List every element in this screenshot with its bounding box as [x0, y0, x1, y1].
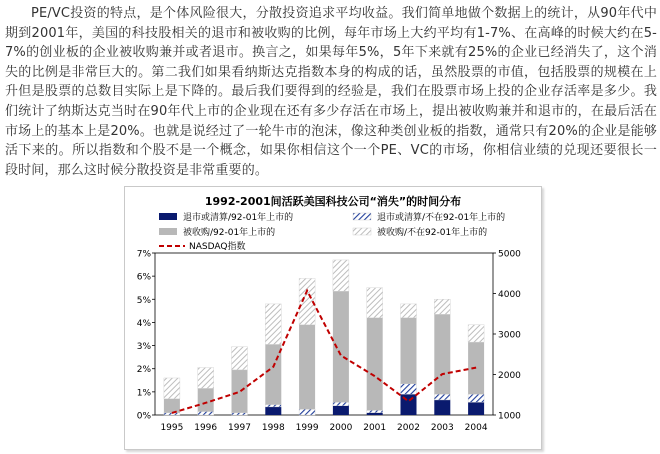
x-tick-label: 1998: [261, 423, 285, 433]
bar-segment: [198, 412, 214, 415]
bar-segment: [401, 318, 417, 384]
chart-svg: [125, 187, 541, 449]
legend-swatch: [159, 213, 177, 220]
y-left-tick-label: 6%: [136, 272, 151, 283]
bar-segment: [265, 344, 281, 404]
x-tick-label: 1999: [295, 423, 319, 433]
bar-segment: [367, 318, 383, 411]
bar-segment: [434, 314, 450, 394]
bar-segment: [468, 402, 484, 415]
article-text: [5, 4, 657, 180]
bar-segment: [164, 399, 180, 413]
x-tick-label: 1996: [194, 423, 218, 433]
bar-segment: [468, 394, 484, 402]
bar-segment: [164, 378, 180, 399]
legend-label: 退市或清算/92-01年上市的: [183, 213, 294, 223]
bar-segment: [299, 325, 315, 409]
y-left-tick-label: 0%: [136, 411, 151, 422]
x-tick-label: 2003: [430, 423, 454, 433]
bar-segment: [434, 400, 450, 415]
bar-segment: [333, 406, 349, 415]
chart-line: [172, 291, 476, 414]
chart-figure: [124, 186, 542, 450]
y-right-tick-label: 2000: [498, 371, 521, 381]
bar-segment: [401, 304, 417, 318]
y-right-tick-label: 5000: [498, 249, 521, 260]
bar-segment: [198, 368, 214, 389]
legend-label: 被收购/92-01年上市的: [183, 228, 276, 238]
bar-segment: [299, 409, 315, 415]
legend-swatch: [159, 228, 177, 235]
y-left-tick-label: 4%: [136, 318, 151, 329]
y-left-tick-label: 1%: [136, 388, 151, 399]
bar-segment: [265, 405, 281, 407]
y-right-tick-label: 4000: [498, 290, 521, 300]
bar-segment: [232, 413, 248, 415]
x-tick-label: 2000: [329, 423, 353, 433]
chart-axes: [137, 250, 521, 434]
legend-label: 退市或清算/不在92-01年上市的: [377, 213, 506, 223]
chart-title: 1992-2001间活跃美国科技公司“消失”的时间分布: [204, 195, 462, 208]
legend-label: 被收购/不在92-01年上市的: [377, 228, 488, 238]
bar-segment: [468, 325, 484, 342]
y-right-tick-label: 3000: [498, 330, 521, 341]
x-tick-label: 1997: [228, 423, 251, 433]
bar-segment: [367, 410, 383, 412]
bar-segment: [434, 299, 450, 314]
bar-segment: [232, 347, 248, 370]
chart-legend: [159, 211, 505, 252]
y-left-tick-label: 3%: [136, 342, 151, 353]
bar-segment: [401, 384, 417, 394]
y-left-tick-label: 2%: [136, 365, 151, 376]
y-right-tick-label: 1000: [498, 411, 521, 422]
bar-segment: [333, 402, 349, 405]
y-left-tick-label: 5%: [136, 295, 151, 306]
bar-segment: [265, 304, 281, 345]
article-paragraph: PE/VC投资的特点，是个体风险很大，分散投资追求平均收益。我们简单地做个数据上的统计，从90年代中期到2001年，美国的科技股相关的退市和被收购的比例，每年市场上大约平均有1-7%、在高峰的时候大约在5-7%的创业板的企业被收购兼并或者退市。换言之，如果每年5%，5年下来就有25%的企业已经消失了，这个消失的比例是非常巨大的。第二我们如果看纳斯达克指数本身的构成的话，虽然股票的市值，包括股票的规模在上升但是股票的总数目实际上是下降的。最后我们要得到的经验是，我们在股票市场上投的企业存活率是多少。我们统计了纳斯达克当时在90年代上市的企业现在还有多少存活在市场上，提出被收购兼并和退市的，在最后活在市场上的基本上是20%。也就是说经过了一轮牛市的泡沫，像这种类创业板的指数，通常只有20%的企业是能够活下来的。所以指数和个股不是一个概念，如果你相信这个一个PE、VC的市场，你相信业绩的兑现还要很长一段时间，那么这时候分散投资是非常重要的。: [5, 6, 657, 178]
x-tick-label: 2002: [397, 423, 420, 433]
nasdaq-line: [172, 291, 476, 413]
y-left-tick-label: 7%: [136, 249, 151, 260]
bar-segment: [367, 413, 383, 415]
bar-segment: [367, 288, 383, 318]
x-tick-label: 2004: [464, 423, 488, 433]
legend-swatch: [353, 228, 371, 235]
bar-segment: [434, 394, 450, 400]
bar-segment: [198, 388, 214, 411]
bar-segment: [333, 260, 349, 291]
bar-segment: [232, 370, 248, 413]
legend-swatch: [353, 213, 371, 220]
legend-label: NASDAQ指数: [189, 242, 246, 252]
bar-segment: [265, 407, 281, 415]
x-tick-label: 2001: [363, 423, 387, 433]
chart-bars: [164, 260, 484, 415]
x-tick-label: 1995: [160, 423, 184, 433]
